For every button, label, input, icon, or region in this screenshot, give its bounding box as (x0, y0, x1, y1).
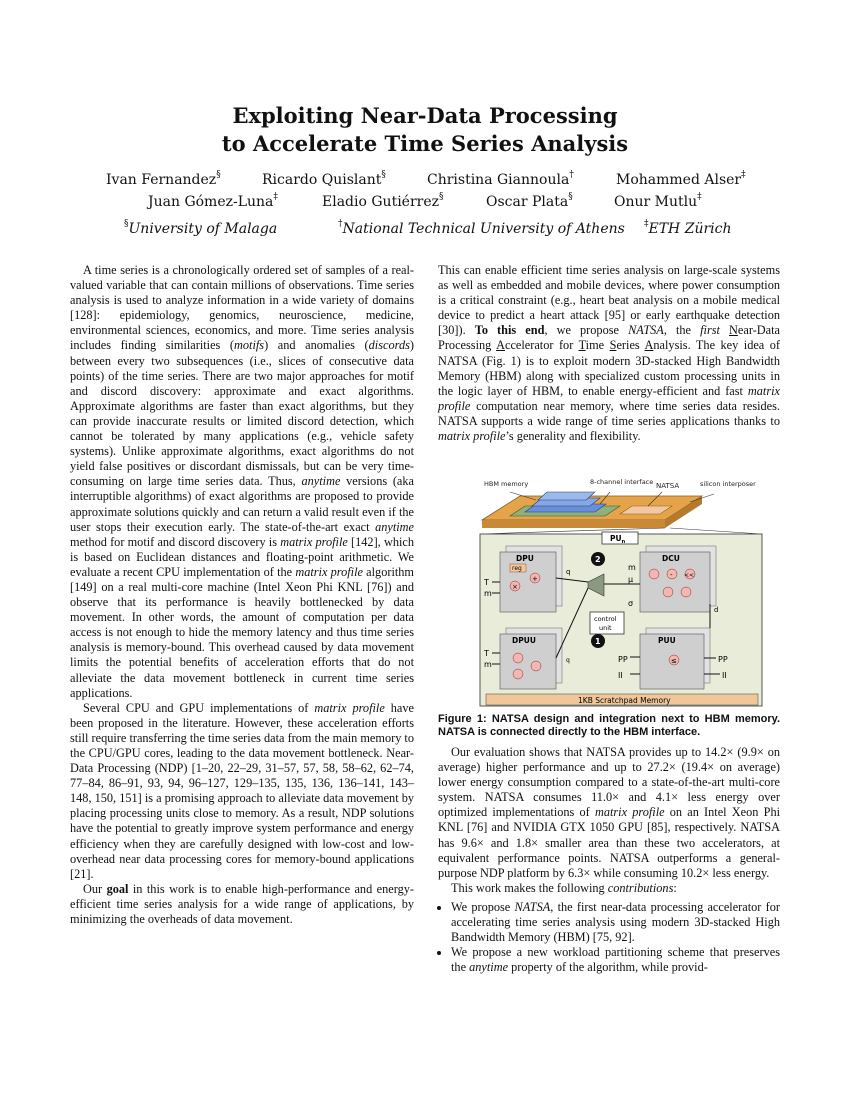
output-PP: PP (718, 655, 728, 664)
step-1-badge: 1 (595, 637, 601, 646)
author: Ricardo Quislant§ (262, 170, 386, 188)
silicon-interposer-label: silicon interposer (700, 480, 756, 488)
paragraph: Our goal in this work is to enable high-performance and energy-efficient time series analysis for a wide range of applications, by minimizing the overheads of data movement. (70, 881, 414, 927)
right-column-top (438, 263, 780, 444)
paragraph: Our evaluation shows that NATSA provides up to 14.2× (9.9× on average) higher performance and up to 27.2× (19.4× on average) lower energy consumption compared to a state-of-the-art multi-core system. NATSA consumes 11.0× and 4.1× less energy over optimized implementations of matrix profile on an Intel Xeon Phi KNL [76] and NVIDIA GTX 1050 GPU [85], respectively. NATSA has 9.6× and 1.8× smaller area than these two accelerators, at equivalent performance points. NATSA outperforms a general-purpose NDP platform by 6.3× while consuming 10.2× less energy. (438, 745, 781, 880)
input-T: T (484, 649, 489, 658)
paper-title (100, 102, 750, 158)
mult-op: × (512, 583, 518, 591)
add-op: + (532, 575, 538, 583)
paragraph: This can enable efficient time series analysis on large-scale systems as well as embedded and mobile devices, where power consumption is a critical constraint (e.g., heart beat analysis on a mobile medical device to predict a heart attack [95] or early earthquake detection [30]). To this end, we propose NATSA, the first Near-Data Processing Accelerator for Time Series Analysis. The key idea of NATSA (Fig. 1) is to exploit modern 3D-stacked High Bandwidth Memory (HBM) along with specialized custom processing units in the logic layer of HBM, to enable energy-efficient and fast matrix profile computation near memory, where time series data resides. NATSA supports a wide range of time series applications thanks to matrix profile’s generality and flexibility. (438, 263, 781, 444)
input-m: m (484, 660, 492, 669)
output-II: II (722, 671, 727, 680)
author: Christina Giannoula† (427, 170, 574, 188)
dcu-label: DCU (662, 554, 680, 563)
q-label: q (566, 657, 570, 664)
hbm-memory-label: HBM memory (484, 480, 529, 488)
arxiv-stamp (6, 290, 62, 780)
list-item: • We propose a new workload partitioning scheme that preserves the anytime property of the algorithm, while provid- (451, 945, 780, 975)
scratchpad-label: 1KB Scratchpad Memory (578, 696, 671, 705)
input-mu: μ (628, 575, 634, 584)
contributions-list (438, 900, 780, 975)
control-unit-label: unit (599, 624, 612, 632)
puu-label: PUU (658, 636, 676, 645)
compare-op: ≤ (671, 657, 677, 665)
author: Eladio Gutiérrez§ (322, 192, 444, 210)
hbm-package-illustration (482, 492, 714, 528)
input-m: m (484, 589, 492, 598)
author: Juan Gómez-Luna‡ (148, 192, 278, 210)
sub-op: - (670, 571, 673, 579)
natsa-figure (470, 478, 770, 708)
paragraph: Several CPU and GPU implementations of matrix profile have been proposed in the literature. However, these acceleration efforts still require transferring the time series data from the main memory to the CPU/GPU cores, leading to the data movement bottleneck. Near-Data Processing (NDP) [1–20, 22–29, 31–57, 57, 58, 58–62, 62–74, 77–84, 86–91, 93, 94, 96–127, 129–135, 135, 136, 136–141, 143–148, 150, 151] is a promising approach to alleviate data movement by placing processing units close to memory. As a result, NDP solutions have the potential to greatly improve system performance and energy efficiency when they are carefully designed with low-cost and low-overhead near data processing cores for memory-bound applications [21]. (70, 700, 414, 881)
title-line-1: Exploiting Near-Data Processing (232, 103, 618, 128)
right-column-bottom (438, 745, 780, 975)
title-line-2: to Accelerate Time Series Analysis (221, 131, 629, 156)
control-unit-label: control (594, 615, 617, 623)
natsa-label: NATSA (656, 482, 680, 490)
author: Onur Mutlu‡ (614, 192, 702, 210)
dpuu-label: DPUU (512, 636, 536, 645)
d-label: d (714, 606, 719, 614)
q-label: q (566, 568, 571, 576)
input-PP: PP (618, 655, 628, 664)
step-2-badge: 2 (595, 555, 601, 564)
list-item: • We propose NATSA, the first near-data processing accelerator for accelerating time series analysis using modern 3D-stacked High Bandwidth Memory (HBM) [75, 92]. (451, 900, 780, 945)
affiliation: §University of Malaga (124, 219, 278, 237)
affiliation: †National Technical University of Athens (338, 219, 625, 237)
figure-caption: Figure 1: NATSA design and integration next to HBM memory. NATSA is connected directly to the HBM interface. (438, 713, 780, 738)
author: Oscar Plata§ (486, 192, 573, 210)
input-II: II (618, 671, 623, 680)
input-m: m (628, 563, 636, 572)
shift-op: << (684, 572, 695, 579)
reg-label: reg (512, 565, 522, 572)
author: Mohammed Alser‡ (616, 170, 746, 188)
affiliation: ‡ETH Zürich (644, 219, 732, 237)
input-sigma: σ (628, 599, 634, 608)
left-column (70, 263, 414, 927)
paragraph: This work makes the following contributions: (451, 880, 677, 895)
dpu-label: DPU (516, 554, 534, 563)
author: Ivan Fernandez§ (106, 170, 221, 188)
channel-interface-label: 8-channel interface (590, 478, 654, 486)
input-T: T (484, 578, 489, 587)
paragraph: A time series is a chronologically ordered set of samples of a real-valued variable that can contain millions of observations. Time series analysis is used to analyze information in a wide variety of domains [128]: epidemiology, genomics, neuroscience, medicine, environmental sciences, economics, and more. Time series analysis includes finding similarities (motifs) and anomalies (discords) between every two subsequences (i.e., slices of consecutive data points) of the time series. There are two major approaches for motif and discord discovery: approximate and exact algorithms. Approximate algorithms are faster than exact algorithms, but they can provide inaccurate results or limited discord detection, which cannot be tolerated by many applications (e.g., vehicle safety systems). Unlike approximate algorithms, exact algorithms do not yield false positives or discordant dismissals, but can be very time-consuming on large time series data. Thus, anytime versions (aka interruptible algorithms) of exact algorithms are proposed to provide approximate solutions quickly and can return a valid result even if the user stops their execution early. The state-of-the-art exact anytime method for motif and discord discovery is matrix profile [142], which is based on Euclidean distances and floating-point arithmetic. We evaluate a recent CPU implementation of the matrix profile algorithm [149] on a real multi-core machine (Intel Xeon Phi KNL [76]) and observe that its performance is heavily bottlenecked by data movement. In other words, the amount of computation per data access is not enough to hide the memory latency and thus time series analysis is memory-bound. This overhead caused by data movement limits the potential benefits of acceleration efforts that do not alleviate the data movement bottleneck in current time series applications. (70, 263, 414, 700)
pu-label: $PU_n$ (610, 534, 626, 545)
